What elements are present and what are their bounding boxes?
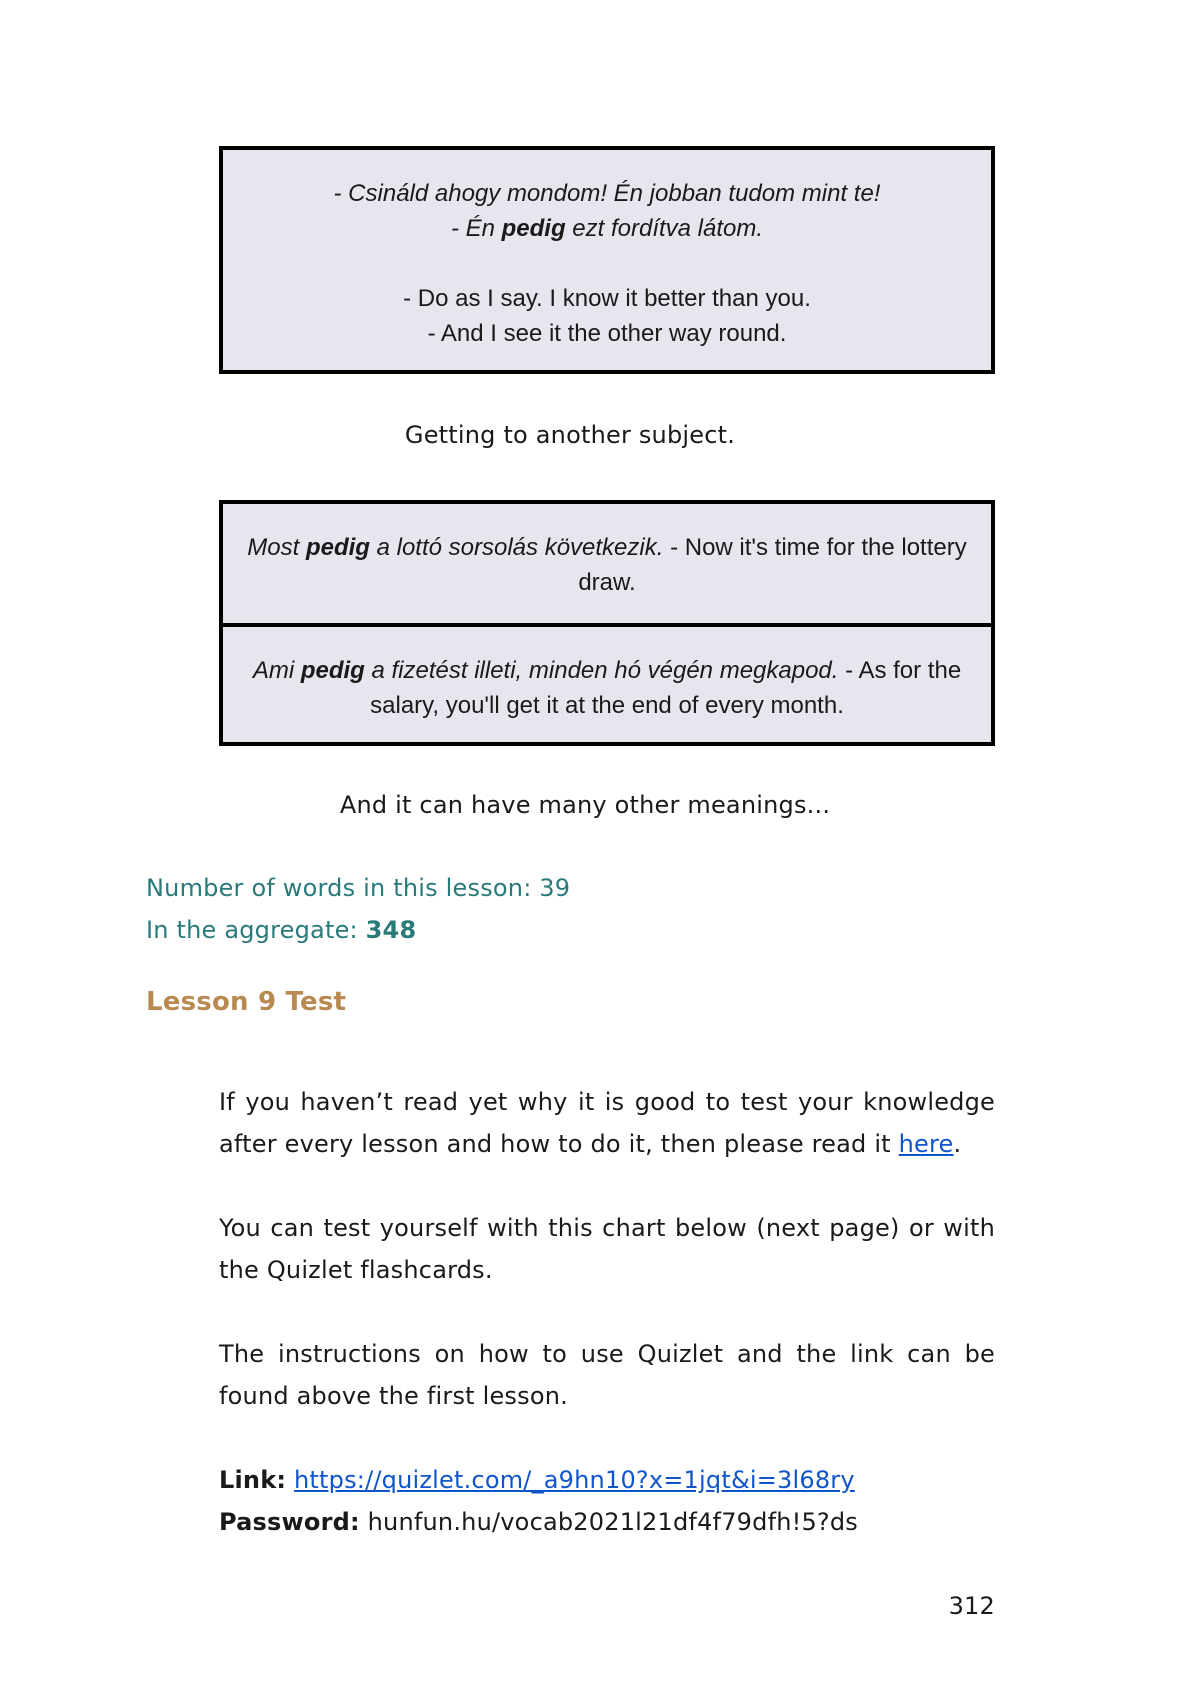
lesson-test-heading: Lesson 9 Test (146, 987, 347, 1017)
word-count-aggregate: In the aggregate: 348 (146, 916, 417, 944)
quizlet-url-link[interactable]: https://quizlet.com/_a9hn10?x=1jqt&i=3l68ry (294, 1466, 855, 1494)
test-intro-paragraph: If you haven’t read yet why it is good to test your knowledge after every lesson and how to do it, then please read it here. (219, 1088, 995, 1158)
link-label: Link: (219, 1466, 287, 1494)
quizlet-link-line (219, 1459, 995, 1501)
keyword-pedig: pedig (300, 657, 365, 684)
password-value: hunfun.hu/vocab2021l21df4f79dfh!5?ds (367, 1508, 858, 1536)
password-label: Password: (219, 1508, 360, 1536)
keyword-pedig: pedig (305, 534, 370, 561)
dialogue-line-hu-1: - Csináld ahogy mondom! Én jobban tudom mint te! (333, 180, 881, 207)
test-chart-paragraph: You can test yourself with this chart below (next page) or with the Quizlet flashcards. (219, 1214, 995, 1284)
dialogue-line-hu-2: - Én pedig ezt fordítva látom. (450, 215, 764, 242)
aggregate-value: 348 (365, 916, 417, 944)
here-link[interactable]: here (898, 1130, 954, 1158)
page-number: 312 (948, 1592, 995, 1620)
example-box-sentences (219, 500, 995, 746)
meanings-line: And it can have many other meanings... (339, 791, 831, 819)
quizlet-instructions-paragraph: The instructions on how to use Quizlet and the link can be found above the first lesson. (219, 1340, 995, 1410)
password-line (219, 1501, 995, 1543)
keyword-pedig: pedig (501, 215, 566, 242)
subject-line: Getting to another subject. (404, 421, 736, 449)
example-row-salary: Ami pedig a fizetést illeti, minden hó végén megkapod. - As for the salary, you'll get it at the end of every month. (223, 623, 991, 742)
example-row-lottery: Most pedig a lottó sorsolás következik. - Now it's time for the lottery draw. (247, 534, 967, 596)
dialogue-line-en-2: - And I see it the other way round. (427, 320, 787, 347)
word-count-lesson: Number of words in this lesson: 39 (146, 874, 571, 902)
example-box-dialogue (219, 146, 995, 374)
dialogue-line-en-1: - Do as I say. I know it better than you. (403, 285, 811, 312)
